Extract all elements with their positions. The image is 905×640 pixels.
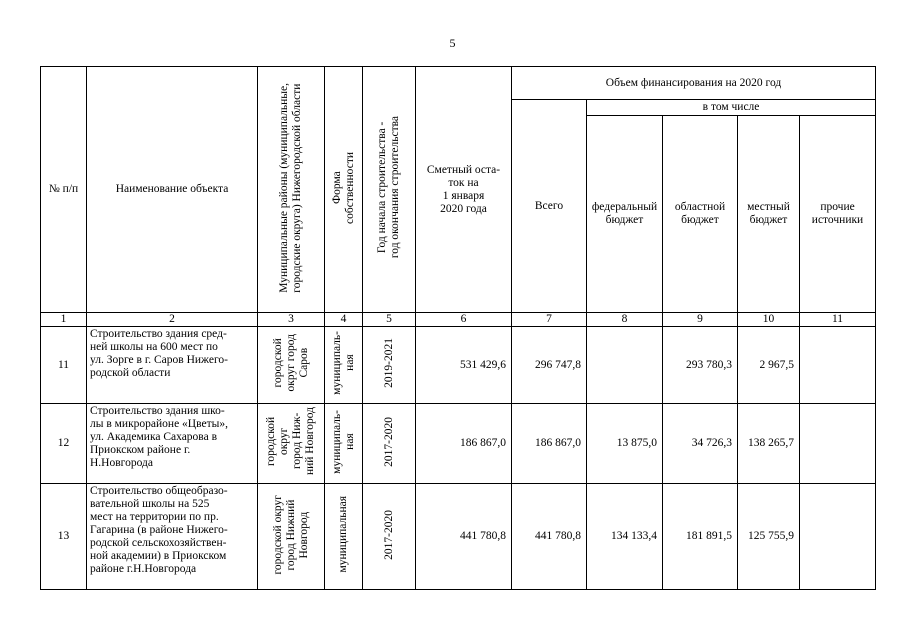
header-federal: федеральный бюджет bbox=[587, 116, 663, 313]
row-no: 11 bbox=[41, 327, 87, 404]
row-estimated: 441 780,8 bbox=[416, 484, 512, 590]
header-name: Наименование объекта bbox=[87, 67, 258, 313]
row-regional: 293 780,3 bbox=[663, 327, 738, 404]
row-regional: 34 726,3 bbox=[663, 404, 738, 484]
col-number: 5 bbox=[363, 313, 416, 327]
header-financing: Объем финансирования на 2020 год bbox=[512, 67, 876, 100]
row-years: 2019-2021 bbox=[363, 327, 416, 404]
header-no: № п/п bbox=[41, 67, 87, 313]
row-local: 138 265,7 bbox=[738, 404, 800, 484]
row-district: городской округ город Саров bbox=[258, 327, 325, 404]
col-number: 9 bbox=[663, 313, 738, 327]
financing-table bbox=[40, 66, 876, 590]
header-including: в том числе bbox=[587, 100, 876, 116]
row-no: 12 bbox=[41, 404, 87, 484]
header-regional: областной бюджет bbox=[663, 116, 738, 313]
header-estimated: Сметный оста- ток на 1 января 2020 года bbox=[416, 67, 512, 313]
col-number: 7 bbox=[512, 313, 587, 327]
row-name: Строительство здания сред- ней школы на 600 мест по ул. Зорге в г. Саров Нижего- родской области bbox=[87, 327, 258, 404]
table-row bbox=[41, 484, 876, 590]
row-estimated: 186 867,0 bbox=[416, 404, 512, 484]
page-number: 5 bbox=[449, 36, 456, 50]
row-district: городской округ город Ниж- ний Новгород bbox=[258, 404, 325, 484]
row-no: 13 bbox=[41, 484, 87, 590]
header-ownership: Форма собственности bbox=[325, 67, 363, 313]
header-district: Муниципальные районы (муниципальные, городские округа) Нижегородской области bbox=[258, 67, 325, 313]
row-years: 2017-2020 bbox=[363, 404, 416, 484]
header-total: Всего bbox=[512, 100, 587, 313]
row-ownership: муниципаль- ная bbox=[325, 327, 363, 404]
row-other bbox=[800, 484, 876, 590]
row-federal bbox=[587, 327, 663, 404]
table-row bbox=[41, 404, 876, 484]
row-other bbox=[800, 327, 876, 404]
row-federal: 13 875,0 bbox=[587, 404, 663, 484]
table-row bbox=[41, 327, 876, 404]
row-ownership: муниципальная bbox=[325, 484, 363, 590]
row-local: 2 967,5 bbox=[738, 327, 800, 404]
header-years: Год начала строительства - год окончания строительства bbox=[363, 67, 416, 313]
column-numbers-row bbox=[41, 313, 876, 327]
col-number: 10 bbox=[738, 313, 800, 327]
row-ownership: муниципаль- ная bbox=[325, 404, 363, 484]
row-regional: 181 891,5 bbox=[663, 484, 738, 590]
row-total: 441 780,8 bbox=[512, 484, 587, 590]
col-number: 2 bbox=[87, 313, 258, 327]
header-local: местный бюджет bbox=[738, 116, 800, 313]
header-other: прочие источники bbox=[800, 116, 876, 313]
row-name: Строительство здания шко- лы в микрорайоне «Цветы», ул. Академика Сахарова в Приокском районе г. Н.Новгорода bbox=[87, 404, 258, 484]
row-total: 186 867,0 bbox=[512, 404, 587, 484]
row-federal: 134 133,4 bbox=[587, 484, 663, 590]
row-district: городской округ город Нижний Новгород bbox=[258, 484, 325, 590]
col-number: 8 bbox=[587, 313, 663, 327]
row-local: 125 755,9 bbox=[738, 484, 800, 590]
row-years: 2017-2020 bbox=[363, 484, 416, 590]
row-other bbox=[800, 404, 876, 484]
row-estimated: 531 429,6 bbox=[416, 327, 512, 404]
row-total: 296 747,8 bbox=[512, 327, 587, 404]
col-number: 11 bbox=[800, 313, 876, 327]
col-number: 6 bbox=[416, 313, 512, 327]
col-number: 4 bbox=[325, 313, 363, 327]
col-number: 3 bbox=[258, 313, 325, 327]
row-name: Строительство общеобразо- вательной школы на 525 мест на территории по пр. Гагарина (в районе Нижего- родской сельскохозяйствен- ной академии) в Приокском районе г.Н.Новгорода bbox=[87, 484, 258, 590]
col-number: 1 bbox=[41, 313, 87, 327]
